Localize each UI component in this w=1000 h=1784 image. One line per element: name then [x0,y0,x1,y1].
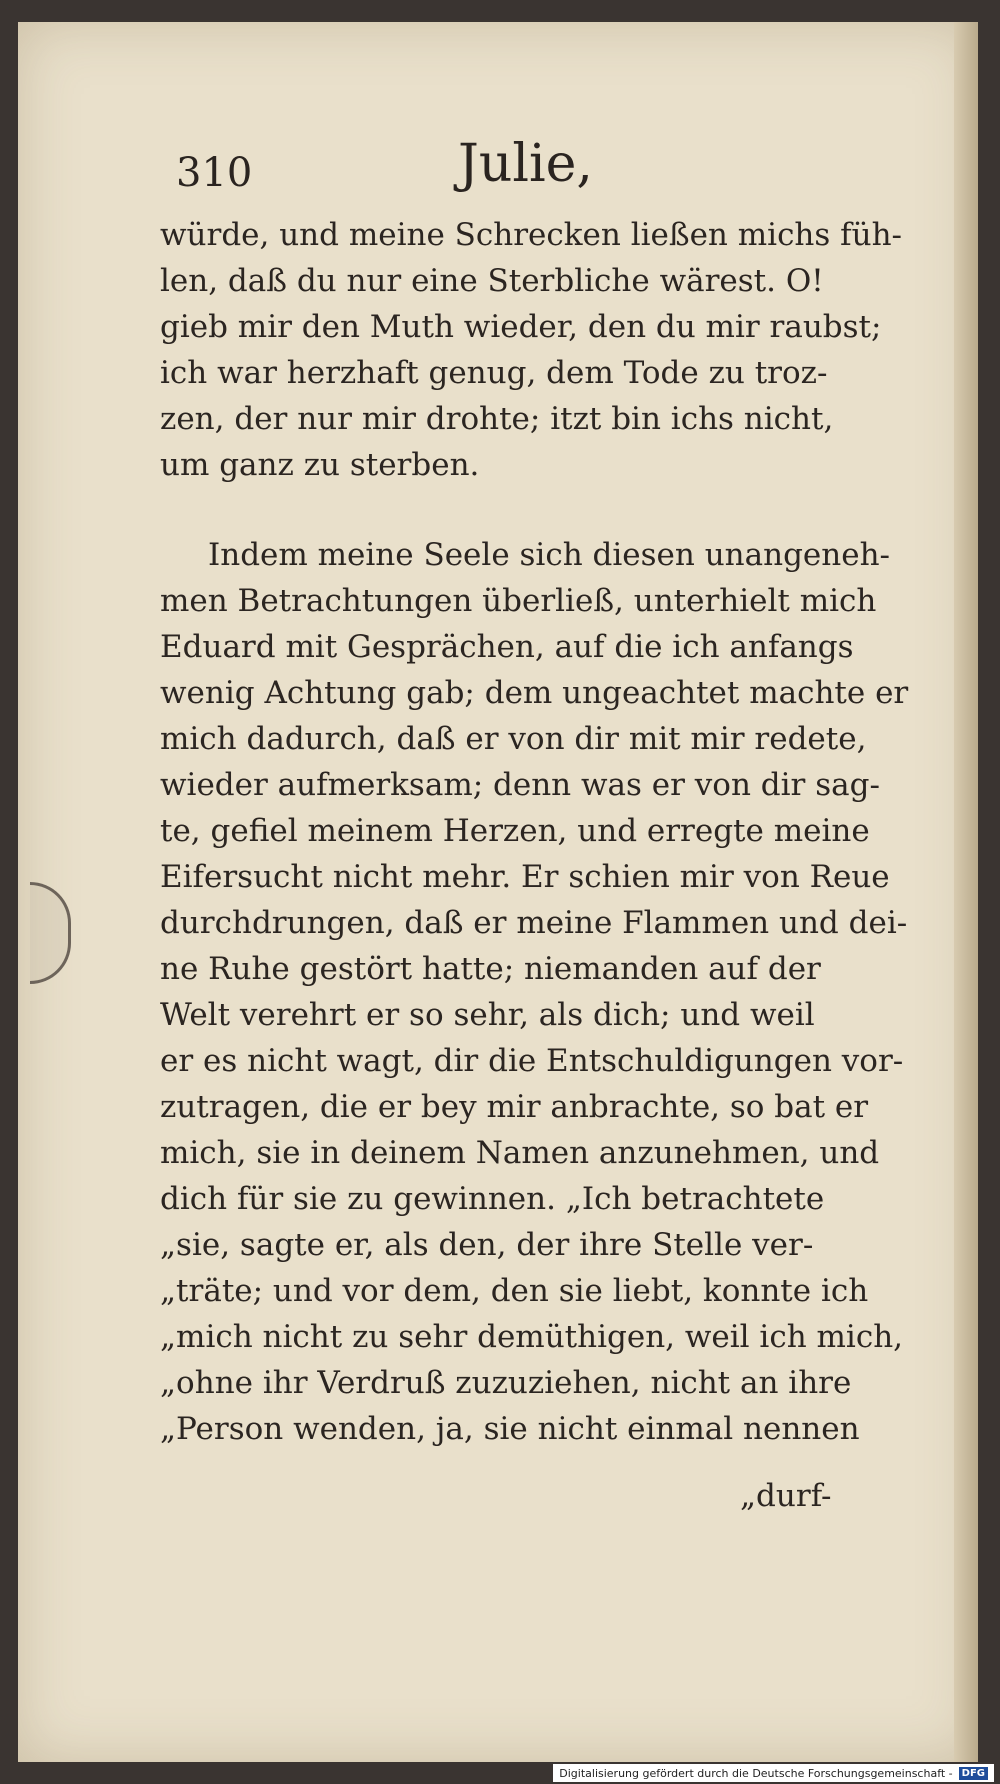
page-edge [954,22,978,1762]
text-line: Welt verehrt er so sehr, als dich; und weil [160,997,815,1033]
text-line: er es nicht wagt, dir die Entschuldigungen vor- [160,1043,904,1079]
page-header [176,134,896,204]
text-line: „mich nicht zu sehr demüthigen, weil ich mich, [160,1319,904,1355]
paragraph [160,212,903,488]
text-line: „ohne ihr Verdruß zuzuziehen, nicht an ihre [160,1365,852,1401]
text-line: würde, und meine Schrecken ließen michs füh- [160,217,903,253]
text-line: Eifersucht nicht mehr. Er schien mir von Reue [160,859,890,895]
catchword: „durf- [740,1478,832,1514]
text-line: ne Ruhe gestört hatte; niemanden auf der [160,951,821,987]
text-line: mich, sie in deinem Namen anzunehmen, und [160,1135,880,1171]
text-line: wieder aufmerksam; denn was er von dir sag- [160,767,880,803]
text-line: „Person wenden, ja, sie nicht einmal nennen [160,1411,860,1447]
text-line: ich war herzhaft genug, dem Tode zu troz- [160,355,828,391]
text-line: zutragen, die er bey mir anbrachte, so bat er [160,1089,869,1125]
text-line: „sie, sagte er, als den, der ihre Stelle ver- [160,1227,814,1263]
text-line: „träte; und vor dem, den sie liebt, konnte ich [160,1273,869,1309]
text-line: mich dadurch, daß er von dir mit mir redete, [160,721,867,757]
page-number: 310 [176,150,253,196]
text-block [160,212,909,1452]
paragraph [160,532,909,1452]
text-line: len, daß du nur eine Sterbliche wärest. O! [160,263,824,299]
text-line: um ganz zu sterben. [160,447,480,483]
text-line: Indem meine Seele sich diesen unangeneh- [208,537,891,573]
text-line: gieb mir den Muth wieder, den du mir raubst; [160,309,882,345]
text-line: wenig Achtung gab; dem ungeachtet machte er [160,675,909,711]
running-title: Julie, [458,134,593,194]
dfg-logo: DFG [959,1767,988,1780]
digitization-credit [553,1764,994,1782]
credit-text: Digitalisierung gefördert durch die Deutsche Forschungsgemeinschaft - [559,1766,953,1780]
text-line: te, gefiel meinem Herzen, und erregte meine [160,813,870,849]
text-line: Eduard mit Gesprächen, auf die ich anfangs [160,629,854,665]
text-line: zen, der nur mir drohte; itzt bin ichs nicht, [160,401,834,437]
text-line: dich für sie zu gewinnen. „Ich betrachtete [160,1181,825,1217]
text-line: men Betrachtungen überließ, unterhielt mich [160,583,877,619]
text-line: durchdrungen, daß er meine Flammen und dei- [160,905,908,941]
book-clasp [30,882,71,984]
